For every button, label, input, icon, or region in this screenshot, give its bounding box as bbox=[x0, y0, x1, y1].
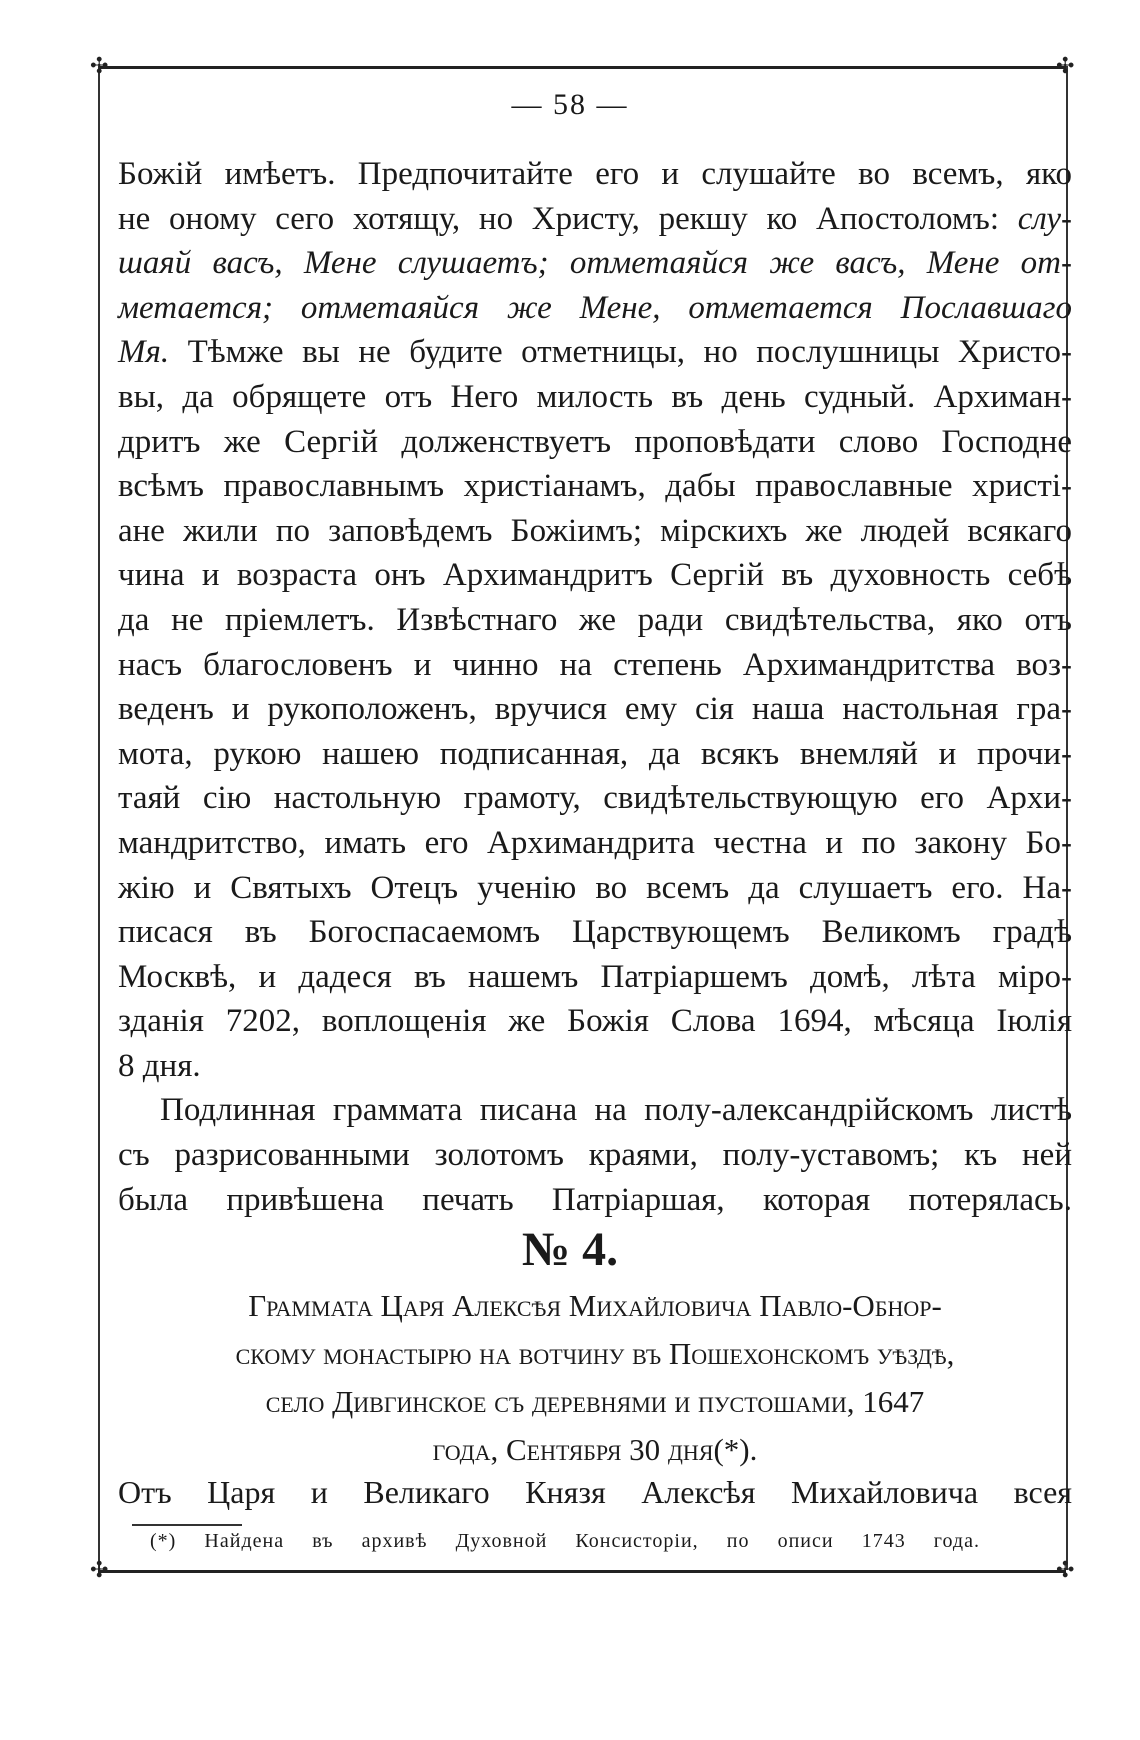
text-segment: насъ благословенъ и чинно на степень Архимандритства воз- bbox=[118, 646, 1072, 683]
text-line bbox=[118, 821, 1072, 866]
text-segment: зданія 7202, воплощенія же Божія Слова 1694, мѣсяца Іюлія bbox=[118, 1003, 1072, 1040]
text-segment: мота, рукою нашею подписанная, да всякъ внемляй и прочи- bbox=[118, 735, 1072, 772]
text-segment: дритъ же Сергій долженствуетъ проповѣдати слово Господне bbox=[118, 423, 1072, 460]
text-line bbox=[118, 286, 1072, 331]
text-line bbox=[118, 197, 1072, 242]
corner-ornament-icon: ✣ bbox=[1056, 53, 1075, 78]
text-line bbox=[118, 1088, 1072, 1133]
text-line bbox=[118, 375, 1072, 420]
text-line bbox=[118, 1133, 1072, 1178]
text-line bbox=[118, 598, 1072, 643]
text-line bbox=[118, 732, 1072, 777]
text-line bbox=[118, 241, 1072, 286]
text-line bbox=[118, 687, 1072, 732]
corner-ornament-icon: ✣ bbox=[90, 53, 109, 78]
body-text bbox=[118, 152, 1072, 1222]
text-segment: Божій имѣетъ. Предпочитайте его и слушайте во всемъ, яко bbox=[118, 156, 1072, 192]
closing-line: Отъ Царя и Великаго Князя Алексѣя Михайловича всея bbox=[118, 1474, 1072, 1510]
text-segment: жію и Святыхъ Отецъ ученію во всемъ да слушаетъ его. На- bbox=[118, 869, 1072, 906]
italic-text: метается; отметаяйся же Мене, отметается Пославшаго bbox=[118, 289, 1072, 326]
text-line bbox=[118, 464, 1072, 509]
top-border-rule bbox=[98, 66, 1066, 69]
heading-line: Граммата Царя Алексѣя Михайловича Павло-Обнор- bbox=[248, 1288, 942, 1323]
text-segment: Подлинная граммата писана на полу-александрійскомъ листѣ bbox=[160, 1092, 1072, 1129]
text-line bbox=[118, 509, 1072, 554]
italic-text: шаяй васъ, Мене слушаетъ; отметаяйся же васъ, Мене от- bbox=[118, 245, 1072, 282]
text-line bbox=[118, 330, 1072, 375]
heading-line: года, Сентября 30 дня(*). bbox=[432, 1432, 758, 1467]
text-segment: Москвѣ, и дадеся въ нашемъ Патріаршемъ домѣ, лѣта міро- bbox=[118, 958, 1072, 995]
heading-line: скому монастырю на вотчину въ Пошехонскомъ уѣздѣ, bbox=[235, 1336, 955, 1371]
italic-text: Мя. bbox=[118, 334, 170, 371]
text-segment: веденъ и рукоположенъ, вручися ему сія наша настольная гра- bbox=[118, 691, 1072, 728]
text-line bbox=[118, 955, 1072, 1000]
text-segment: мандритство, имать его Архимандрита честна и по закону Бо- bbox=[118, 824, 1072, 861]
text-segment: да не пріемлетъ. Извѣстнаго же ради свидѣтельства, яко отъ bbox=[118, 601, 1072, 638]
page-number: — 58 — bbox=[511, 88, 629, 121]
left-border-rule bbox=[98, 66, 100, 1570]
text-segment: всѣмъ православнымъ христіанамъ, дабы православные христі- bbox=[118, 468, 1072, 505]
text-segment: вы, да обрящете отъ Него милость въ день судный. Архиман- bbox=[118, 378, 1072, 415]
footnote-rule bbox=[132, 1524, 242, 1526]
bottom-border-rule bbox=[98, 1570, 1066, 1573]
text-line bbox=[118, 1044, 1072, 1089]
corner-ornament-icon: ✣ bbox=[1056, 1557, 1075, 1582]
text-line bbox=[118, 420, 1072, 465]
text-segment: писася въ Богоспасаемомъ Царствующемъ Великомъ градѣ bbox=[118, 914, 1072, 951]
text-segment: таяй сію настольную грамоту, свидѣтельствующую его Архи- bbox=[118, 780, 1072, 817]
document-heading bbox=[118, 1282, 1072, 1474]
text-segment: была привѣшена печать Патріаршая, которая потерялась. bbox=[118, 1181, 1072, 1218]
italic-text: слу- bbox=[1017, 200, 1072, 237]
document-number: № 4. bbox=[521, 1223, 619, 1276]
text-segment: чина и возраста онъ Архимандритъ Сергій въ духовность себѣ bbox=[118, 557, 1072, 594]
text-line bbox=[118, 643, 1072, 688]
text-segment: съ разрисованными золотомъ краями, полу-уставомъ; къ ней bbox=[118, 1137, 1072, 1174]
text-line bbox=[118, 999, 1072, 1044]
text-line bbox=[118, 1178, 1072, 1223]
text-line bbox=[118, 910, 1072, 955]
footnote: (*) Найдена въ архивѣ Духовной Консисторіи, по описи 1743 года. bbox=[150, 1530, 980, 1552]
text-line bbox=[118, 866, 1072, 911]
text-segment: Тѣмже вы не будите отметницы, но послушницы Христо- bbox=[169, 334, 1072, 371]
text-segment: ане жили по заповѣдемъ Божіимъ; мірскихъ же людей всякаго bbox=[118, 512, 1072, 549]
corner-ornament-icon: ✣ bbox=[90, 1557, 109, 1582]
heading-line: село Дивгинское съ деревнями и пустошами, 1647 bbox=[265, 1384, 925, 1419]
text-line bbox=[118, 152, 1072, 197]
text-segment: 8 дня. bbox=[118, 1047, 201, 1084]
text-line bbox=[118, 776, 1072, 821]
text-line bbox=[118, 553, 1072, 598]
text-segment: не оному сего хотящу, но Христу, рекшу ко Апостоломъ: bbox=[118, 200, 1018, 237]
